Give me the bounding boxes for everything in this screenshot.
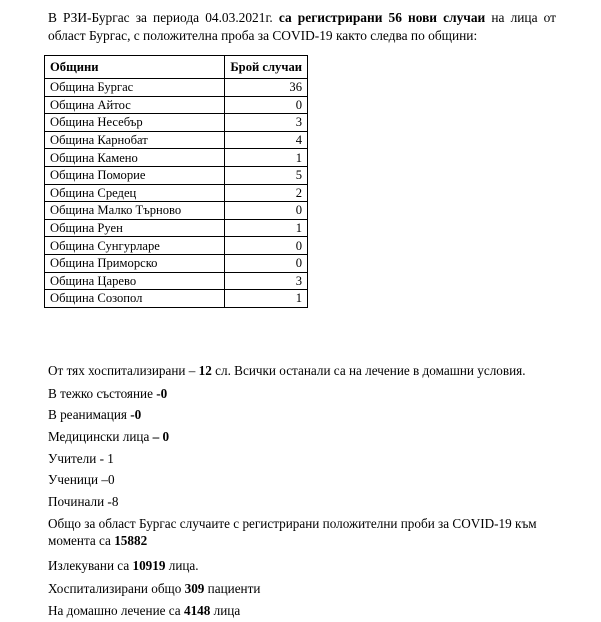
municipality-name: Община Малко Търново [45,202,225,220]
hospitalized-line [48,362,526,379]
case-count: 4 [225,131,308,149]
municipality-name: Община Приморско [45,254,225,272]
municipality-name: Община Созопол [45,290,225,308]
home-treatment-suffix: лица [210,603,241,618]
table-row [45,237,308,255]
table-row [45,219,308,237]
table-row [45,290,308,308]
case-count: 0 [225,254,308,272]
table-row [45,254,308,272]
hospitalized-total-line [48,580,260,597]
deceased-line: Починали -8 [48,494,119,509]
table-row [45,79,308,97]
table-row [45,272,308,290]
severe-line [48,385,167,402]
municipality-name: Община Несебър [45,114,225,132]
intro-paragraph [48,9,556,45]
case-count: 2 [225,184,308,202]
hospitalized-total-value: 309 [184,581,205,596]
hospitalized-value: 12 [198,363,212,378]
recovered-line [48,557,199,574]
medics-value: – 0 [152,429,170,444]
total-cases-value: 15882 [114,533,148,548]
header-cases: Брой случаи [225,56,308,79]
icu-value: -0 [130,407,142,422]
home-treatment-label: На домашно лечение са [48,603,184,618]
hospitalized-total-suffix: пациенти [204,581,261,596]
table-row [45,184,308,202]
header-municipality: Общини [45,56,225,79]
municipality-name: Община Средец [45,184,225,202]
intro-bold-text: са регистрирани 56 нови случаи [278,10,486,25]
students-line: Ученици –0 [48,472,115,487]
table-row [45,114,308,132]
municipality-name: Община Руен [45,219,225,237]
table-row [45,202,308,220]
severe-label: В тежко състояние [48,386,157,401]
case-count: 3 [225,272,308,290]
case-count: 36 [225,79,308,97]
medics-line [48,428,169,445]
case-count: 1 [225,290,308,308]
hospitalized-total-label: Хоспитализирани общо [48,581,185,596]
total-cases-label: Общо за област Бургас случаите с регистрирани положителни проби за COVID-19 към момента са [48,516,537,548]
recovered-suffix: лица. [165,558,199,573]
intro-text-2: на лица от област Бургас, с положителна проба за COVID-19 както следва по общини: [48,10,557,43]
icu-line [48,406,141,423]
severe-value: -0 [156,386,168,401]
case-count: 0 [225,96,308,114]
case-count: 3 [225,114,308,132]
home-treatment-value: 4148 [183,603,211,618]
recovered-value: 10919 [132,558,166,573]
table-row [45,166,308,184]
municipality-name: Община Айтос [45,96,225,114]
teachers-line: Учители - 1 [48,451,114,466]
case-count: 0 [225,202,308,220]
municipality-name: Община Бургас [45,79,225,97]
icu-label: В реанимация [48,407,131,422]
table-row [45,96,308,114]
hospitalized-note: сл. Всички останали са на лечение в домашни условия. [211,363,526,378]
total-cases-line [48,515,553,549]
recovered-label: Излекувани са [48,558,133,573]
table-row [45,131,308,149]
intro-text-1: В РЗИ-Бургас за периода 04.03.2021г. [48,10,279,25]
cases-table [44,55,308,308]
medics-label: Медицински лица [48,429,153,444]
case-count: 5 [225,166,308,184]
table-row [45,149,308,167]
municipality-name: Община Поморие [45,166,225,184]
case-count: 1 [225,219,308,237]
municipality-name: Община Камено [45,149,225,167]
home-treatment-line [48,602,240,619]
municipality-name: Община Царево [45,272,225,290]
case-count: 1 [225,149,308,167]
municipality-name: Община Карнобат [45,131,225,149]
case-count: 0 [225,237,308,255]
hospitalized-label: От тях хоспитализирани – [48,363,199,378]
table-header-row [45,56,308,79]
municipality-name: Община Сунгурларе [45,237,225,255]
